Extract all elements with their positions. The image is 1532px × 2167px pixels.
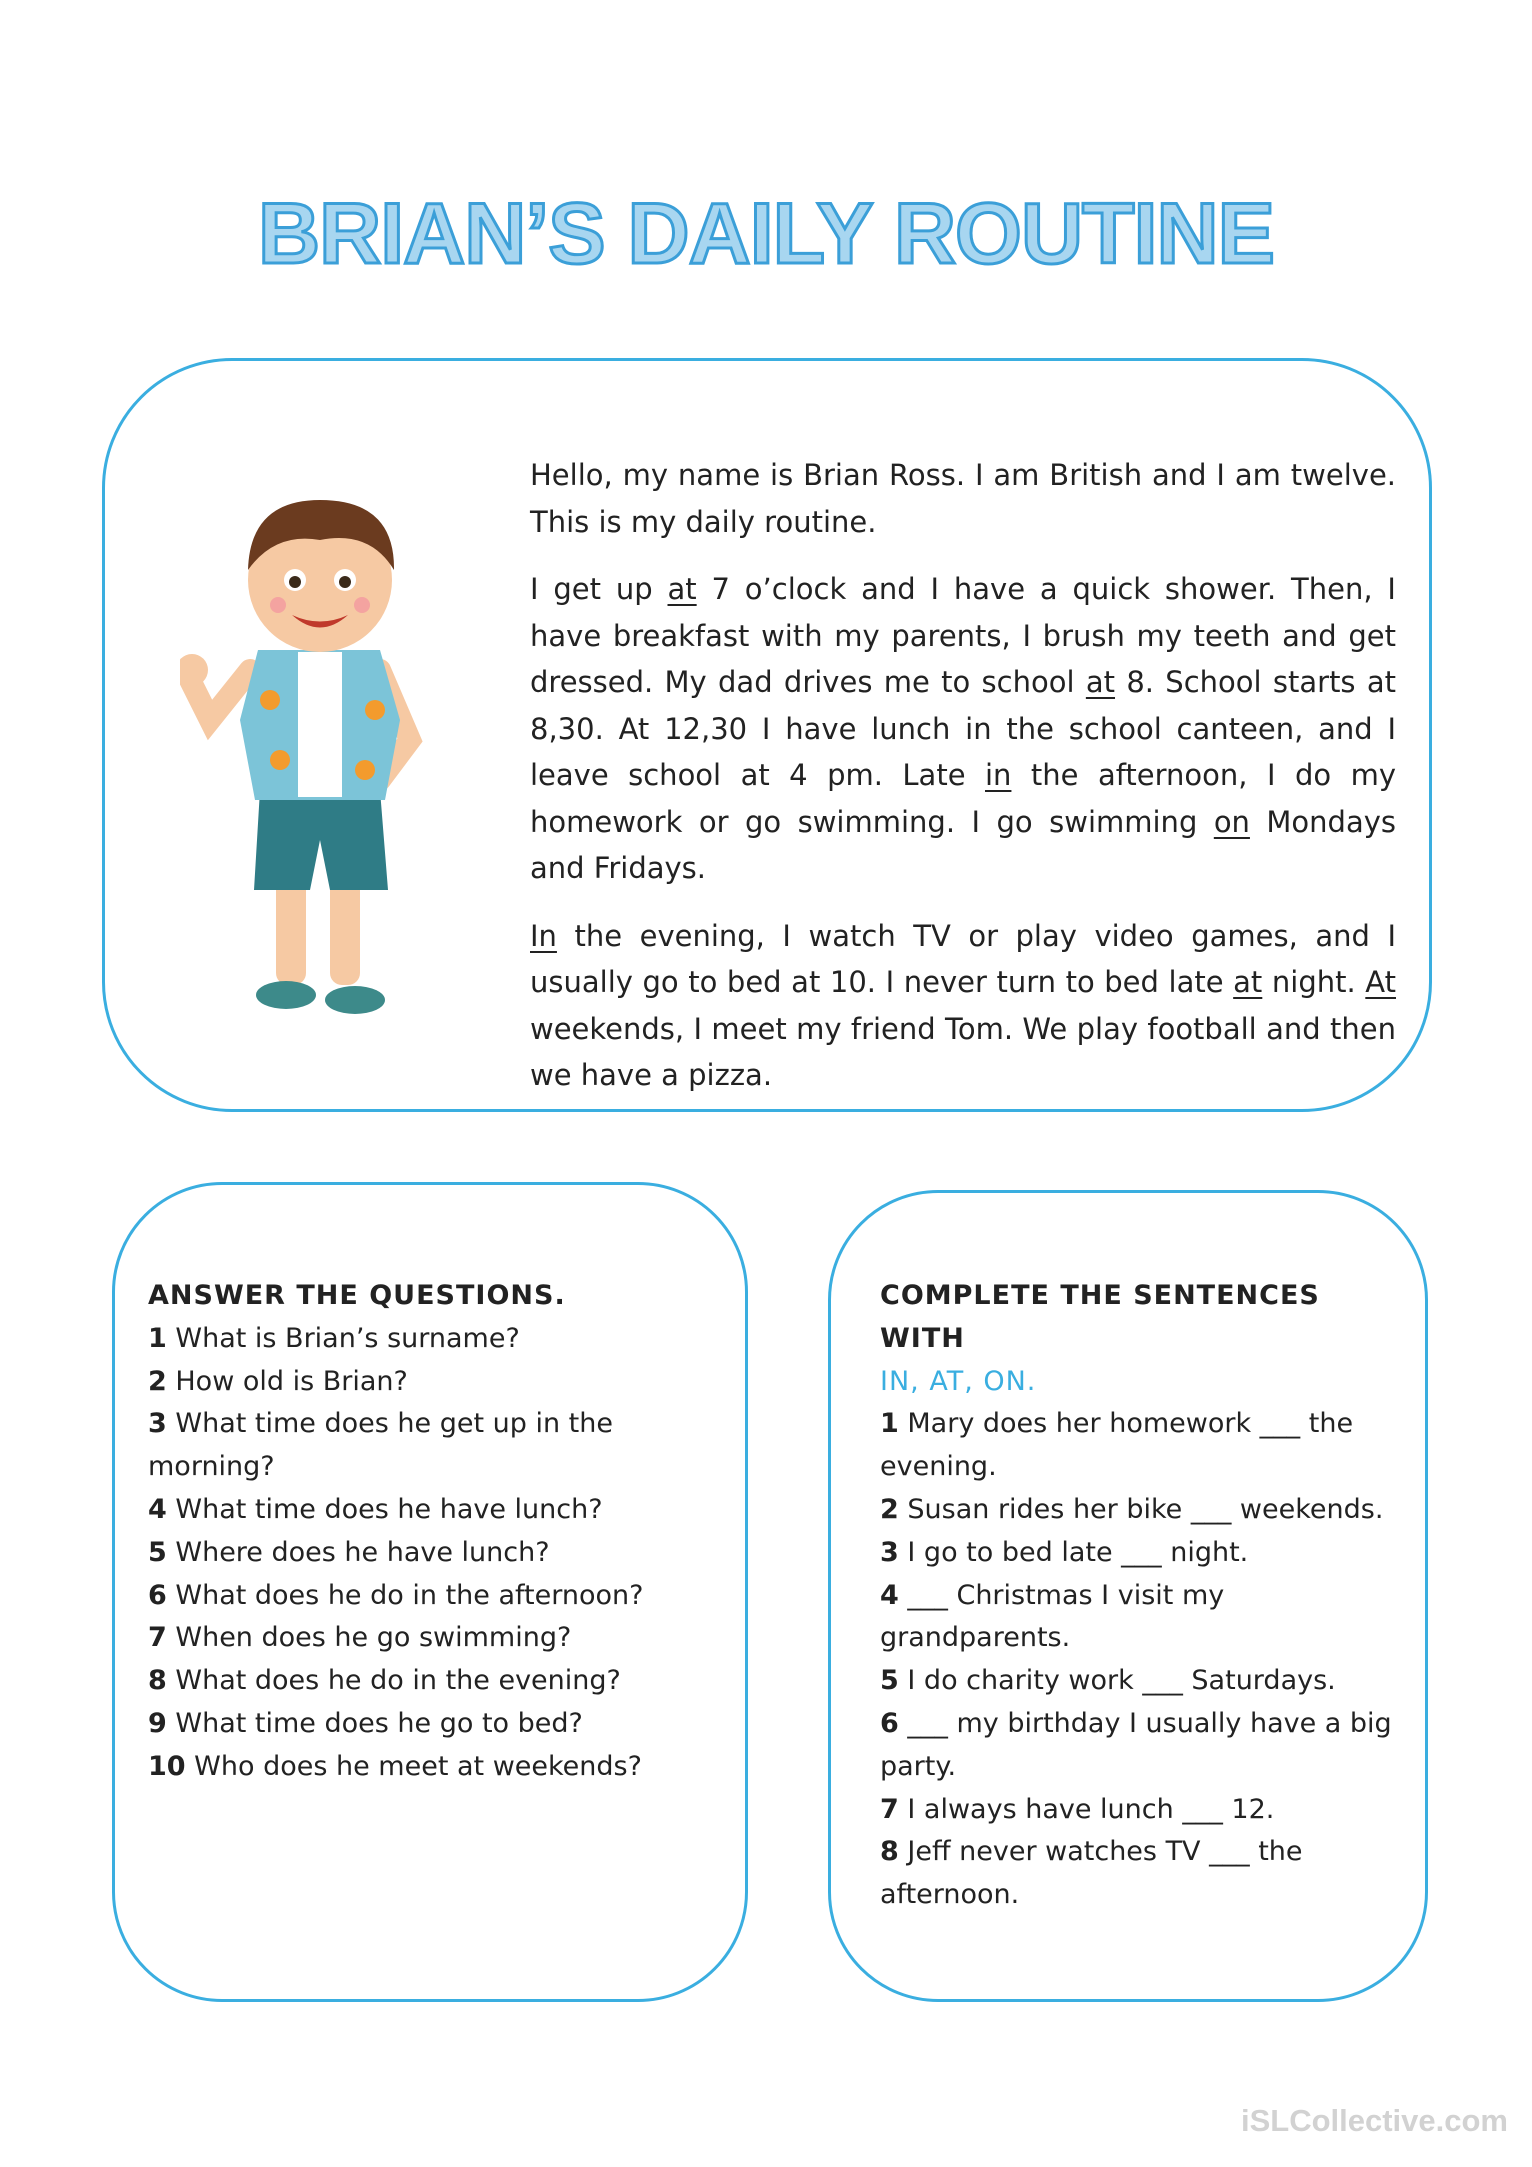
question-item: 7 When does he go swimming? bbox=[148, 1622, 572, 1654]
reading-paragraph-3: In the evening, I watch TV or play video games, and I usually go to bed at 10. I never turn to bed late at night. At weekends, I meet my friend Tom. We play football and then we have a pizza. bbox=[530, 918, 1396, 1092]
reading-paragraph-2: I get up at 7 o’clock and I have a quick shower. Then, I have breakfast with my parents, I brush my teeth and get dressed. My dad drives me to school at 8. School starts at 8,30. At 12,30 I have lunch in the school canteen, and I leave school at 4 pm. Late in the afternoon, I do my homework or go swimming. I go swimming on Mondays and Fridays. bbox=[530, 572, 1396, 885]
underlined-preposition: at bbox=[1233, 965, 1263, 999]
complete-heading: COMPLETE THE SENTENCES WITH bbox=[880, 1280, 1320, 1354]
underlined-preposition: on bbox=[1213, 804, 1250, 839]
complete-list bbox=[880, 1275, 1400, 1917]
reading-text bbox=[530, 452, 1396, 1120]
sentence-item: 3 I go to bed late ___ night. bbox=[880, 1536, 1249, 1568]
question-item: 5 Where does he have lunch? bbox=[148, 1536, 550, 1568]
underlined-preposition: at bbox=[667, 572, 697, 606]
question-item: 3 What time does he get up in the morning? bbox=[148, 1408, 613, 1483]
sentence-item: 7 I always have lunch ___ 12. bbox=[880, 1793, 1275, 1825]
sentence-item: 4 ___ Christmas I visit my grandparents. bbox=[880, 1579, 1225, 1654]
questions-heading: ANSWER THE QUESTIONS. bbox=[148, 1280, 566, 1311]
sentence-item: 6 ___ my birthday I usually have a big party. bbox=[880, 1707, 1392, 1782]
question-item: 9 What time does he go to bed? bbox=[148, 1707, 583, 1739]
sentence-item: 1 Mary does her homework ___ the evening. bbox=[880, 1408, 1354, 1483]
boy-illustration bbox=[180, 470, 460, 1040]
question-item: 8 What does he do in the evening? bbox=[148, 1665, 621, 1697]
page-title: BRIAN’S DAILY ROUTINE bbox=[258, 186, 1274, 282]
questions-list bbox=[148, 1275, 718, 1789]
sentence-item: 8 Jeff never watches TV ___ the afternoon. bbox=[880, 1836, 1303, 1911]
question-item: 10 Who does he meet at weekends? bbox=[148, 1750, 642, 1782]
underlined-preposition: in bbox=[985, 758, 1012, 792]
question-item: 6 What does he do in the afternoon? bbox=[148, 1579, 644, 1611]
sentence-item: 2 Susan rides her bike ___ weekends. bbox=[880, 1493, 1384, 1525]
reading-paragraph-1: Hello, my name is Brian Ross. I am British and I am twelve. This is my daily routine. bbox=[530, 458, 1396, 539]
underlined-preposition: at bbox=[1085, 665, 1116, 699]
question-item: 1 What is Brian’s surname? bbox=[148, 1322, 520, 1354]
watermark: iSLCollective.com bbox=[1240, 2103, 1508, 2138]
sentence-item: 5 I do charity work ___ Saturdays. bbox=[880, 1665, 1336, 1697]
complete-subheading: IN, AT, ON. bbox=[880, 1365, 1037, 1397]
underlined-preposition: In bbox=[530, 918, 557, 953]
underlined-preposition: At bbox=[1365, 965, 1396, 999]
question-item: 4 What time does he have lunch? bbox=[148, 1493, 603, 1525]
question-item: 2 How old is Brian? bbox=[148, 1365, 408, 1397]
